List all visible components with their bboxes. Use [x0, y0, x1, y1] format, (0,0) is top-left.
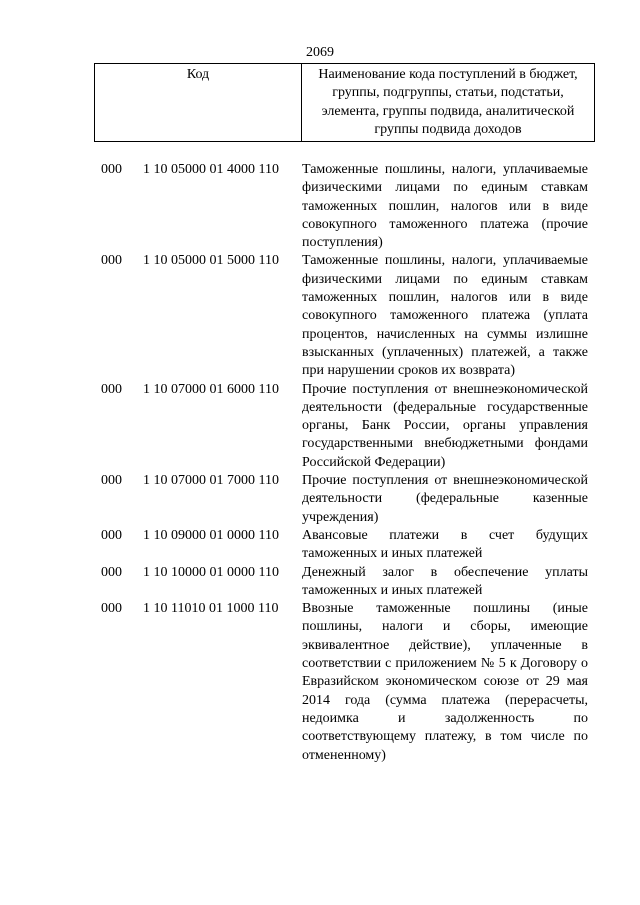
revenue-code: 1 10 05000 01 5000 110: [143, 253, 279, 269]
revenue-code: 1 10 07000 01 7000 110: [143, 473, 279, 489]
admin-code: 000: [101, 473, 122, 489]
revenue-code: 1 10 07000 01 6000 110: [143, 381, 279, 397]
revenue-code: 1 10 09000 01 0000 110: [143, 527, 279, 543]
code-column-header: Код: [95, 64, 302, 142]
revenue-name: Прочие поступления от внешнеэкономической деятельности (федеральные казенные учреждения): [302, 473, 588, 525]
table-row: [0, 161, 640, 252]
name-column-header: Наименование кода поступлений в бюджет, группы, подгруппы, статьи, подстатьи, элемента, группы подвида, аналитической группы подвида доходов: [302, 64, 595, 142]
page-number: 2069: [306, 45, 334, 60]
revenue-code: 1 10 11010 01 1000 110: [143, 601, 279, 617]
admin-code: 000: [101, 527, 122, 543]
revenue-code-list: [0, 161, 640, 765]
table-row: [0, 252, 640, 380]
revenue-name: Прочие поступления от внешнеэкономической деятельности (федеральные государственные органы, Банк России, органы управления государственными внебюджетными фондами Российской Федерации): [302, 381, 588, 470]
revenue-name: Таможенные пошлины, налоги, уплачиваемые физическими лицами по единым ставкам таможенных пошлин, налогов или в виде совокупного таможенного платежа (прочие поступления): [302, 162, 588, 251]
revenue-code: 1 10 10000 01 0000 110: [143, 564, 279, 580]
revenue-name: Таможенные пошлины, налоги, уплачиваемые физическими лицами по единым ставкам таможенных пошлин, налогов или в виде совокупного таможенного платежа (уплата процентов, начисленных на суммы излишне взысканных (уплаченных) платежей, а также при нарушении сроков их возврата): [302, 253, 588, 379]
revenue-name: Авансовые платежи в счет будущих таможенных и иных платежей: [302, 527, 588, 562]
table-row: [0, 564, 640, 601]
admin-code: 000: [101, 564, 122, 580]
admin-code: 000: [101, 601, 122, 617]
revenue-name: Ввозные таможенные пошлины (иные пошлины, налоги и сборы, имеющие эквивалентное действие), уплаченные в соответствии с приложением № 5 к Договору о Евразийском экономическом союзе от 29 мая 2014 года (сумма платежа (перерасчеты, недоимка и задолженность по соответствующему платежу, в том числе по отмененному): [302, 601, 588, 763]
table-header: [94, 63, 595, 142]
table-row: [0, 600, 640, 765]
revenue-code: 1 10 05000 01 4000 110: [143, 162, 279, 177]
admin-code: 000: [101, 381, 122, 397]
admin-code: 000: [101, 162, 122, 177]
admin-code: 000: [101, 253, 122, 269]
revenue-name: Денежный залог в обеспечение уплаты таможенных и иных платежей: [302, 564, 588, 598]
table-row: [0, 472, 640, 527]
table-row: [0, 381, 640, 472]
table-row: [0, 527, 640, 564]
